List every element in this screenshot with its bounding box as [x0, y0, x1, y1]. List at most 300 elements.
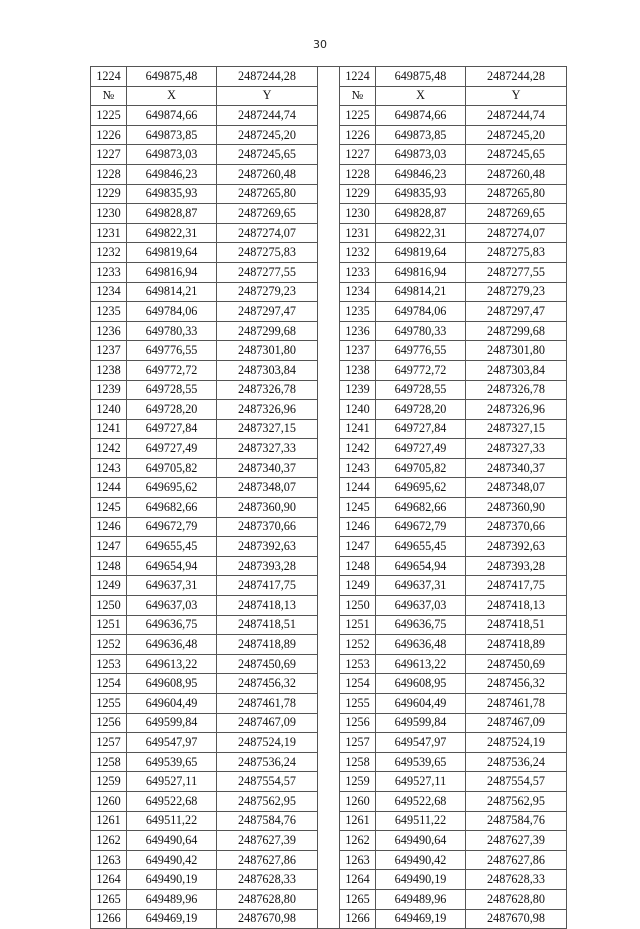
right-cell-num: 1227 — [340, 145, 376, 165]
table-row — [91, 733, 567, 753]
left-cell-y: 2487348,07 — [217, 478, 318, 498]
left-cell-x: 649727,84 — [127, 419, 217, 439]
left-cell-num: 1244 — [91, 478, 127, 498]
right-cell-y: 2487370,66 — [466, 517, 567, 537]
table-row — [91, 458, 567, 478]
right-cell-y: 2487467,09 — [466, 713, 567, 733]
left-cell-y: 2487244,74 — [217, 106, 318, 126]
right-cell-x: 649816,94 — [376, 262, 466, 282]
column-gap — [318, 439, 340, 459]
right-cell-num: 1224 — [340, 67, 376, 87]
left-cell-y: 2487245,65 — [217, 145, 318, 165]
right-cell-num: 1231 — [340, 223, 376, 243]
table-row — [91, 400, 567, 420]
right-header-y: Y — [466, 86, 567, 106]
right-cell-y: 2487301,80 — [466, 341, 567, 361]
left-cell-num: 1234 — [91, 282, 127, 302]
table-row — [91, 772, 567, 792]
table-row — [91, 341, 567, 361]
right-cell-x: 649695,62 — [376, 478, 466, 498]
table-row — [91, 752, 567, 772]
table-row — [91, 321, 567, 341]
left-cell-y: 2487260,48 — [217, 164, 318, 184]
right-cell-y: 2487348,07 — [466, 478, 567, 498]
table-row — [91, 889, 567, 909]
right-cell-num: 1234 — [340, 282, 376, 302]
column-gap — [318, 400, 340, 420]
left-cell-y: 2487536,24 — [217, 752, 318, 772]
left-cell-x: 649728,55 — [127, 380, 217, 400]
column-gap — [318, 184, 340, 204]
right-cell-y: 2487244,74 — [466, 106, 567, 126]
right-cell-num: 1249 — [340, 576, 376, 596]
right-cell-x: 649819,64 — [376, 243, 466, 263]
left-cell-num: 1254 — [91, 674, 127, 694]
table-row — [91, 360, 567, 380]
right-cell-num: 1238 — [340, 360, 376, 380]
left-cell-num: 1261 — [91, 811, 127, 831]
left-cell-x: 649511,22 — [127, 811, 217, 831]
table-row — [91, 850, 567, 870]
left-cell-x: 649490,19 — [127, 870, 217, 890]
right-cell-num: 1266 — [340, 909, 376, 929]
table-row — [91, 909, 567, 929]
table-row — [91, 439, 567, 459]
left-cell-x: 649772,72 — [127, 360, 217, 380]
right-cell-y: 2487584,76 — [466, 811, 567, 831]
left-cell-num: 1229 — [91, 184, 127, 204]
right-cell-y: 2487274,07 — [466, 223, 567, 243]
right-cell-x: 649522,68 — [376, 791, 466, 811]
left-cell-x: 649846,23 — [127, 164, 217, 184]
left-cell-x: 649672,79 — [127, 517, 217, 537]
column-gap — [318, 458, 340, 478]
table-row — [91, 596, 567, 616]
right-cell-x: 649728,20 — [376, 400, 466, 420]
left-cell-num: 1252 — [91, 635, 127, 655]
right-cell-num: 1253 — [340, 654, 376, 674]
left-cell-y: 2487279,23 — [217, 282, 318, 302]
left-cell-num: 1256 — [91, 713, 127, 733]
right-cell-x: 649613,22 — [376, 654, 466, 674]
right-cell-num: 1265 — [340, 889, 376, 909]
table-row — [91, 67, 567, 87]
left-cell-num: 1231 — [91, 223, 127, 243]
left-cell-num: 1235 — [91, 302, 127, 322]
right-cell-num: 1258 — [340, 752, 376, 772]
right-cell-x: 649873,85 — [376, 125, 466, 145]
table-row — [91, 478, 567, 498]
left-cell-num: 1243 — [91, 458, 127, 478]
column-gap — [318, 694, 340, 714]
left-cell-x: 649604,49 — [127, 694, 217, 714]
right-cell-x: 649772,72 — [376, 360, 466, 380]
right-cell-y: 2487279,23 — [466, 282, 567, 302]
right-cell-num: 1229 — [340, 184, 376, 204]
right-cell-x: 649705,82 — [376, 458, 466, 478]
left-cell-x: 649822,31 — [127, 223, 217, 243]
right-cell-x: 649835,93 — [376, 184, 466, 204]
right-cell-x: 649727,84 — [376, 419, 466, 439]
column-gap — [318, 164, 340, 184]
right-header-num: № — [340, 86, 376, 106]
left-cell-num: 1250 — [91, 596, 127, 616]
column-gap — [318, 831, 340, 851]
column-gap — [318, 517, 340, 537]
table-row — [91, 262, 567, 282]
left-cell-x: 649613,22 — [127, 654, 217, 674]
right-cell-x: 649539,65 — [376, 752, 466, 772]
left-cell-y: 2487340,37 — [217, 458, 318, 478]
right-cell-y: 2487245,65 — [466, 145, 567, 165]
left-cell-y: 2487269,65 — [217, 204, 318, 224]
left-cell-y: 2487274,07 — [217, 223, 318, 243]
left-cell-y: 2487277,55 — [217, 262, 318, 282]
right-cell-y: 2487628,33 — [466, 870, 567, 890]
left-cell-x: 649637,31 — [127, 576, 217, 596]
right-cell-x: 649874,66 — [376, 106, 466, 126]
left-cell-num: 1247 — [91, 537, 127, 557]
right-cell-x: 649604,49 — [376, 694, 466, 714]
right-cell-x: 649636,48 — [376, 635, 466, 655]
left-cell-x: 649636,48 — [127, 635, 217, 655]
left-cell-y: 2487326,78 — [217, 380, 318, 400]
right-cell-x: 649682,66 — [376, 498, 466, 518]
right-cell-y: 2487627,39 — [466, 831, 567, 851]
right-cell-x: 649637,03 — [376, 596, 466, 616]
column-gap — [318, 674, 340, 694]
right-cell-num: 1250 — [340, 596, 376, 616]
right-cell-x: 649608,95 — [376, 674, 466, 694]
right-cell-y: 2487265,80 — [466, 184, 567, 204]
right-cell-num: 1260 — [340, 791, 376, 811]
right-cell-num: 1251 — [340, 615, 376, 635]
column-gap — [318, 125, 340, 145]
right-cell-num: 1254 — [340, 674, 376, 694]
column-gap — [318, 262, 340, 282]
right-cell-x: 649828,87 — [376, 204, 466, 224]
left-cell-x: 649835,93 — [127, 184, 217, 204]
left-cell-y: 2487392,63 — [217, 537, 318, 557]
left-cell-x: 649489,96 — [127, 889, 217, 909]
left-cell-num: 1253 — [91, 654, 127, 674]
right-cell-x: 649599,84 — [376, 713, 466, 733]
left-cell-num: 1237 — [91, 341, 127, 361]
right-cell-x: 649527,11 — [376, 772, 466, 792]
right-cell-y: 2487327,15 — [466, 419, 567, 439]
left-cell-x: 649873,03 — [127, 145, 217, 165]
left-cell-y: 2487450,69 — [217, 654, 318, 674]
table-row — [91, 184, 567, 204]
right-cell-num: 1226 — [340, 125, 376, 145]
left-cell-y: 2487326,96 — [217, 400, 318, 420]
left-header-x: X — [127, 86, 217, 106]
left-cell-y: 2487303,84 — [217, 360, 318, 380]
right-cell-y: 2487340,37 — [466, 458, 567, 478]
left-cell-num: 1242 — [91, 439, 127, 459]
right-cell-num: 1264 — [340, 870, 376, 890]
right-cell-num: 1247 — [340, 537, 376, 557]
right-cell-y: 2487418,89 — [466, 635, 567, 655]
right-cell-y: 2487554,57 — [466, 772, 567, 792]
table-header-row — [91, 86, 567, 106]
table-row — [91, 811, 567, 831]
right-cell-num: 1230 — [340, 204, 376, 224]
right-cell-num: 1244 — [340, 478, 376, 498]
left-cell-y: 2487275,83 — [217, 243, 318, 263]
right-cell-x: 649846,23 — [376, 164, 466, 184]
left-cell-num: 1240 — [91, 400, 127, 420]
left-cell-y: 2487628,80 — [217, 889, 318, 909]
left-cell-x: 649727,49 — [127, 439, 217, 459]
table-row — [91, 125, 567, 145]
left-cell-y: 2487265,80 — [217, 184, 318, 204]
left-cell-num: 1233 — [91, 262, 127, 282]
right-cell-y: 2487326,96 — [466, 400, 567, 420]
left-cell-num: 1228 — [91, 164, 127, 184]
table-row — [91, 713, 567, 733]
left-cell-y: 2487327,33 — [217, 439, 318, 459]
right-cell-y: 2487562,95 — [466, 791, 567, 811]
column-gap — [318, 909, 340, 929]
left-cell-y: 2487461,78 — [217, 694, 318, 714]
left-cell-num: 1230 — [91, 204, 127, 224]
right-cell-x: 649490,42 — [376, 850, 466, 870]
left-cell-num: 1232 — [91, 243, 127, 263]
right-cell-y: 2487450,69 — [466, 654, 567, 674]
right-cell-num: 1240 — [340, 400, 376, 420]
right-cell-x: 649547,97 — [376, 733, 466, 753]
table-row — [91, 615, 567, 635]
column-gap — [318, 870, 340, 890]
left-cell-num: 1266 — [91, 909, 127, 929]
left-cell-x: 649814,21 — [127, 282, 217, 302]
right-cell-x: 649489,96 — [376, 889, 466, 909]
right-cell-y: 2487277,55 — [466, 262, 567, 282]
left-cell-x: 649874,66 — [127, 106, 217, 126]
right-cell-y: 2487456,32 — [466, 674, 567, 694]
right-cell-y: 2487275,83 — [466, 243, 567, 263]
left-cell-y: 2487245,20 — [217, 125, 318, 145]
left-cell-y: 2487393,28 — [217, 556, 318, 576]
right-cell-y: 2487327,33 — [466, 439, 567, 459]
left-cell-x: 649784,06 — [127, 302, 217, 322]
column-gap — [318, 86, 340, 106]
right-cell-y: 2487297,47 — [466, 302, 567, 322]
left-header-y: Y — [217, 86, 318, 106]
table-row — [91, 654, 567, 674]
column-gap — [318, 791, 340, 811]
left-cell-x: 649816,94 — [127, 262, 217, 282]
left-cell-num: 1251 — [91, 615, 127, 635]
left-cell-y: 2487562,95 — [217, 791, 318, 811]
left-cell-y: 2487297,47 — [217, 302, 318, 322]
left-cell-y: 2487628,33 — [217, 870, 318, 890]
column-gap — [318, 204, 340, 224]
right-cell-x: 649654,94 — [376, 556, 466, 576]
right-cell-num: 1241 — [340, 419, 376, 439]
left-cell-y: 2487627,86 — [217, 850, 318, 870]
left-cell-y: 2487299,68 — [217, 321, 318, 341]
table-row — [91, 791, 567, 811]
column-gap — [318, 713, 340, 733]
left-cell-x: 649873,85 — [127, 125, 217, 145]
table-row — [91, 204, 567, 224]
left-cell-y: 2487301,80 — [217, 341, 318, 361]
right-cell-x: 649875,48 — [376, 67, 466, 87]
left-cell-y: 2487670,98 — [217, 909, 318, 929]
right-cell-y: 2487303,84 — [466, 360, 567, 380]
right-cell-num: 1236 — [340, 321, 376, 341]
column-gap — [318, 752, 340, 772]
left-cell-x: 649490,42 — [127, 850, 217, 870]
right-cell-num: 1237 — [340, 341, 376, 361]
table-row — [91, 106, 567, 126]
left-cell-x: 649547,97 — [127, 733, 217, 753]
left-cell-num: 1248 — [91, 556, 127, 576]
right-cell-y: 2487360,90 — [466, 498, 567, 518]
left-cell-y: 2487360,90 — [217, 498, 318, 518]
column-gap — [318, 106, 340, 126]
right-cell-y: 2487244,28 — [466, 67, 567, 87]
right-cell-y: 2487627,86 — [466, 850, 567, 870]
left-cell-y: 2487418,51 — [217, 615, 318, 635]
right-cell-y: 2487245,20 — [466, 125, 567, 145]
left-cell-x: 649522,68 — [127, 791, 217, 811]
left-cell-x: 649875,48 — [127, 67, 217, 87]
column-gap — [318, 537, 340, 557]
left-cell-y: 2487467,09 — [217, 713, 318, 733]
column-gap — [318, 243, 340, 263]
column-gap — [318, 889, 340, 909]
table-row — [91, 419, 567, 439]
right-cell-x: 649776,55 — [376, 341, 466, 361]
right-cell-x: 649469,19 — [376, 909, 466, 929]
right-cell-num: 1261 — [340, 811, 376, 831]
left-cell-x: 649776,55 — [127, 341, 217, 361]
right-cell-y: 2487524,19 — [466, 733, 567, 753]
left-cell-x: 649599,84 — [127, 713, 217, 733]
column-gap — [318, 321, 340, 341]
left-cell-y: 2487244,28 — [217, 67, 318, 87]
right-cell-x: 649490,19 — [376, 870, 466, 890]
table-row — [91, 282, 567, 302]
column-gap — [318, 733, 340, 753]
left-cell-num: 1245 — [91, 498, 127, 518]
left-cell-x: 649780,33 — [127, 321, 217, 341]
right-cell-num: 1257 — [340, 733, 376, 753]
right-cell-x: 649655,45 — [376, 537, 466, 557]
right-cell-y: 2487392,63 — [466, 537, 567, 557]
right-cell-num: 1243 — [340, 458, 376, 478]
left-cell-y: 2487370,66 — [217, 517, 318, 537]
column-gap — [318, 498, 340, 518]
right-cell-num: 1225 — [340, 106, 376, 126]
left-cell-x: 649828,87 — [127, 204, 217, 224]
table-row — [91, 870, 567, 890]
column-gap — [318, 419, 340, 439]
left-cell-num: 1249 — [91, 576, 127, 596]
left-cell-y: 2487418,89 — [217, 635, 318, 655]
column-gap — [318, 223, 340, 243]
right-cell-y: 2487269,65 — [466, 204, 567, 224]
right-cell-num: 1263 — [340, 850, 376, 870]
left-cell-num: 1258 — [91, 752, 127, 772]
left-cell-num: 1241 — [91, 419, 127, 439]
table-row — [91, 517, 567, 537]
left-cell-num: 1262 — [91, 831, 127, 851]
left-cell-x: 649608,95 — [127, 674, 217, 694]
column-gap — [318, 596, 340, 616]
right-cell-x: 649822,31 — [376, 223, 466, 243]
right-cell-y: 2487299,68 — [466, 321, 567, 341]
left-cell-num: 1264 — [91, 870, 127, 890]
right-cell-num: 1248 — [340, 556, 376, 576]
table-row — [91, 380, 567, 400]
right-cell-x: 649490,64 — [376, 831, 466, 851]
column-gap — [318, 615, 340, 635]
left-cell-num: 1265 — [91, 889, 127, 909]
left-cell-x: 649682,66 — [127, 498, 217, 518]
right-cell-num: 1239 — [340, 380, 376, 400]
right-cell-y: 2487260,48 — [466, 164, 567, 184]
right-cell-num: 1256 — [340, 713, 376, 733]
table-row — [91, 576, 567, 596]
right-cell-x: 649780,33 — [376, 321, 466, 341]
table-row — [91, 537, 567, 557]
left-cell-num: 1227 — [91, 145, 127, 165]
table-row — [91, 243, 567, 263]
column-gap — [318, 850, 340, 870]
left-cell-num: 1226 — [91, 125, 127, 145]
right-cell-y: 2487417,75 — [466, 576, 567, 596]
right-cell-num: 1255 — [340, 694, 376, 714]
left-cell-y: 2487584,76 — [217, 811, 318, 831]
left-cell-num: 1246 — [91, 517, 127, 537]
left-cell-y: 2487327,15 — [217, 419, 318, 439]
table-row — [91, 302, 567, 322]
right-cell-num: 1235 — [340, 302, 376, 322]
right-cell-num: 1252 — [340, 635, 376, 655]
column-gap — [318, 341, 340, 361]
right-cell-x: 649637,31 — [376, 576, 466, 596]
right-cell-x: 649814,21 — [376, 282, 466, 302]
right-cell-num: 1242 — [340, 439, 376, 459]
right-cell-x: 649672,79 — [376, 517, 466, 537]
column-gap — [318, 380, 340, 400]
page-number: 30 — [313, 38, 327, 51]
left-cell-num: 1255 — [91, 694, 127, 714]
right-cell-num: 1233 — [340, 262, 376, 282]
right-cell-x: 649511,22 — [376, 811, 466, 831]
left-header-num: № — [91, 86, 127, 106]
column-gap — [318, 145, 340, 165]
left-cell-x: 649539,65 — [127, 752, 217, 772]
right-cell-y: 2487393,28 — [466, 556, 567, 576]
table-row — [91, 831, 567, 851]
right-cell-num: 1245 — [340, 498, 376, 518]
column-gap — [318, 478, 340, 498]
table-row — [91, 556, 567, 576]
left-cell-num: 1260 — [91, 791, 127, 811]
left-cell-num: 1225 — [91, 106, 127, 126]
table-row — [91, 498, 567, 518]
column-gap — [318, 302, 340, 322]
left-cell-x: 649636,75 — [127, 615, 217, 635]
right-cell-y: 2487628,80 — [466, 889, 567, 909]
left-cell-y: 2487627,39 — [217, 831, 318, 851]
table-row — [91, 223, 567, 243]
